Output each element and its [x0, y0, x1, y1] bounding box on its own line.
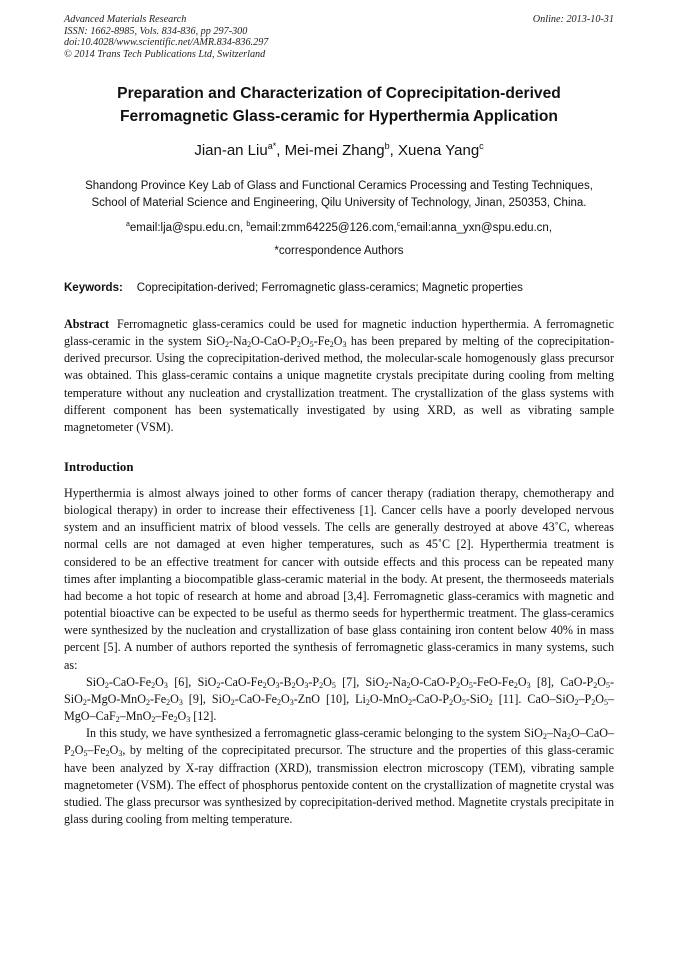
intro-paragraph-1: Hyperthermia is almost always joined to other forms of cancer therapy (radiation therapy, chemotherapy and biological therapy) in order to increase their effectiveness [1]. Cancer cells have a poorly developed nervous system and an insufficient matrix of blood vessels. The cells are generally destroyed at above 43˚C, whereas normal cells are not damaged at even higher temperatures, such as 45˚C [2]. Hyperthermia treatment is considered to be an effective treatment for cancer with outside effects and this process can be repeated many times after implanting a biocompatible glass-ceramic material in the body. At present, the thermoseeds materials had become a hot topic of research at home and abroad [3,4]. Ferromagnetic glass-ceramics with magnetic and potential bioactive can be expected to be useful as thermo seeds for hyperthermic treatment. The glass-ceramics were synthesized by the nucleation and crystallization of base glass containing iron content below 40% in mass percent [5]. A number of authors reported the synthesis of ferromagnetic glass-ceramics in many systems, such as: [64, 486, 614, 672]
correspondence-note: *correspondence Authors [274, 245, 404, 257]
ref-9: [9], [188, 691, 206, 706]
intro-paragraph-3: In this study, we have synthesized a ferromagnetic glass-ceramic belonging to the system $SiO_2-Na_2O-CaO-P_2O_5-Fe_2O_3$, by melting of the coprecipitated precursor. The structure and the properties of this glass-ceramic have been analyzed by X-ray diffraction (XRD), transmission electron microscopy (TEM), vibrating sample magnetometer (VSM). The effect of phosphorus pentoxide content on the crystallization of magnetite crystal was studied. The glass precursor was synthesized by coprecipitation-derived method. Magnetite crystals precipitate in glass during cooling from melting temperature. [64, 726, 614, 826]
ref-7: [7], [342, 674, 360, 689]
abstract-system-formula: $SiO_2-Na_2O-CaO-P_2O_5-Fe_2O_3$ [206, 334, 347, 350]
author-1: Jian-an Liu [194, 142, 268, 159]
ref-8: [8], [536, 674, 555, 689]
intro-paragraph-2: $SiO_2-CaO-Fe_2O_3$ [6], $SiO_2-CaO-Fe_2O_3-B_2O_3-P_2O_5$ [7], $SiO_2-Na_2O-CaO-P_2O_5-FeO-Fe_2O_3$ [8], CaO-$P_2O_5-SiO_2-MgO-MnO_2-Fe_2O_3$ [9], $SiO_2-CaO-Fe_2O_3$-ZnO [10], $Li_2O-MnO_2-CaO-P_2O_5-SiO_2$ [11]. CaO–$SiO_2-P_2O_5-MgO-CaF_2-MnO_2-Fe_2O_3$ [12]. [64, 674, 615, 725]
affiliation [48, 178, 630, 212]
keywords [64, 281, 614, 296]
copyright: © 2014 Trans Tech Publications Ltd, Switzerland [64, 48, 266, 60]
author-1-mark: a* [267, 141, 277, 151]
ref-12: [12]. [193, 709, 217, 724]
abstract-text-1: Ferromagnetic glass-ceramics could be used for magnetic induction hyperthermia. A ferromagnetic glass-ceramic in the system [64, 317, 614, 349]
abstract-text-2: has been prepared by melting of the coprecipitation-derived precursor. Using the coprecipitation-derived method, the molecular-scale homogenously glass precursor was obtained. This glass-ceramic contains a unique magnetite crystals precipitate during cooling from melting temperature without any nucleation and crystallization treatment. The crystallization of the glass systems with different component has been systematically investigated by using XRD, as well as vibrating sample magnetometer (VSM). [64, 334, 614, 434]
author-3: Xuena Yang [397, 142, 480, 159]
title-line-1: Preparation and Characterization of Coprecipitation-derived [117, 85, 561, 102]
author-3-mark: c [479, 141, 484, 151]
title-line-2: Ferromagnetic Glass-ceramic for Hyperthermia Application [120, 108, 558, 125]
author-list: Jian-an Liu$^{a*}$, Mei-mei Zhang$^b$, Xuena Yang$^c$ [194, 141, 484, 159]
email-c[interactable]: email:anna_yxn@spu.edu.cn, [400, 221, 553, 234]
intro-p3-text-1: In this study, we have synthesized a ferromagnetic glass-ceramic belonging to the system [86, 726, 525, 741]
introduction-heading: Introduction [64, 460, 134, 474]
affiliation-line-2: School of Material Science and Engineering, Qilu University of Technology, Jinan, 250353, China. [91, 197, 587, 209]
online-date: Online: 2013-10-31 [532, 14, 614, 25]
issn: ISSN: 1662-8985, Vols. 834-836, pp 297-300 [64, 25, 248, 37]
email-a-mark: a [125, 221, 130, 228]
doi: doi:10.4028/www.scientific.net/AMR.834-836.297 [64, 37, 269, 49]
abstract-label: Abstract [64, 317, 110, 331]
ref-11: [11]. [498, 691, 522, 706]
affiliation-line-1: Shandong Province Key Lab of Glass and Functional Ceramics Processing and Testing Techniques, [85, 180, 593, 192]
abstract [64, 316, 614, 436]
journal-name: Advanced Materials Research [64, 14, 187, 25]
keywords-text: Coprecipitation-derived; Ferromagnetic glass-ceramics; Magnetic properties [136, 282, 523, 294]
introduction-body [64, 485, 614, 828]
keywords-label: Keywords: [64, 282, 123, 294]
email-b-mark: b [246, 221, 251, 228]
author-2-mark: b [384, 141, 390, 151]
paper-title [64, 82, 614, 128]
email-c-mark: c [396, 221, 401, 228]
email-a[interactable]: email:lja@spu.edu.cn, [129, 221, 244, 234]
intro-p3-text-2: , by melting of the coprecipitated precursor. The structure and the properties of this glass-ceramic have been analyzed by X-ray diffraction (XRD), transmission electron microscopy (TEM), vibrating sample magnetometer (VSM). The effect of phosphorus pentoxide content on the crystallization of magnetite crystal was studied. The glass precursor was synthesized by coprecipitation-derived method. Magnetite crystals precipitate in glass during cooling from melting temperature. [64, 743, 614, 826]
journal-header [64, 14, 614, 60]
author-2: Mei-mei Zhang [284, 142, 385, 159]
email-b[interactable]: email:zmm64225@126.com, [250, 221, 397, 234]
author-emails [64, 217, 614, 236]
ref-6: [6], [174, 674, 192, 689]
ref-10: [10], [325, 691, 350, 706]
